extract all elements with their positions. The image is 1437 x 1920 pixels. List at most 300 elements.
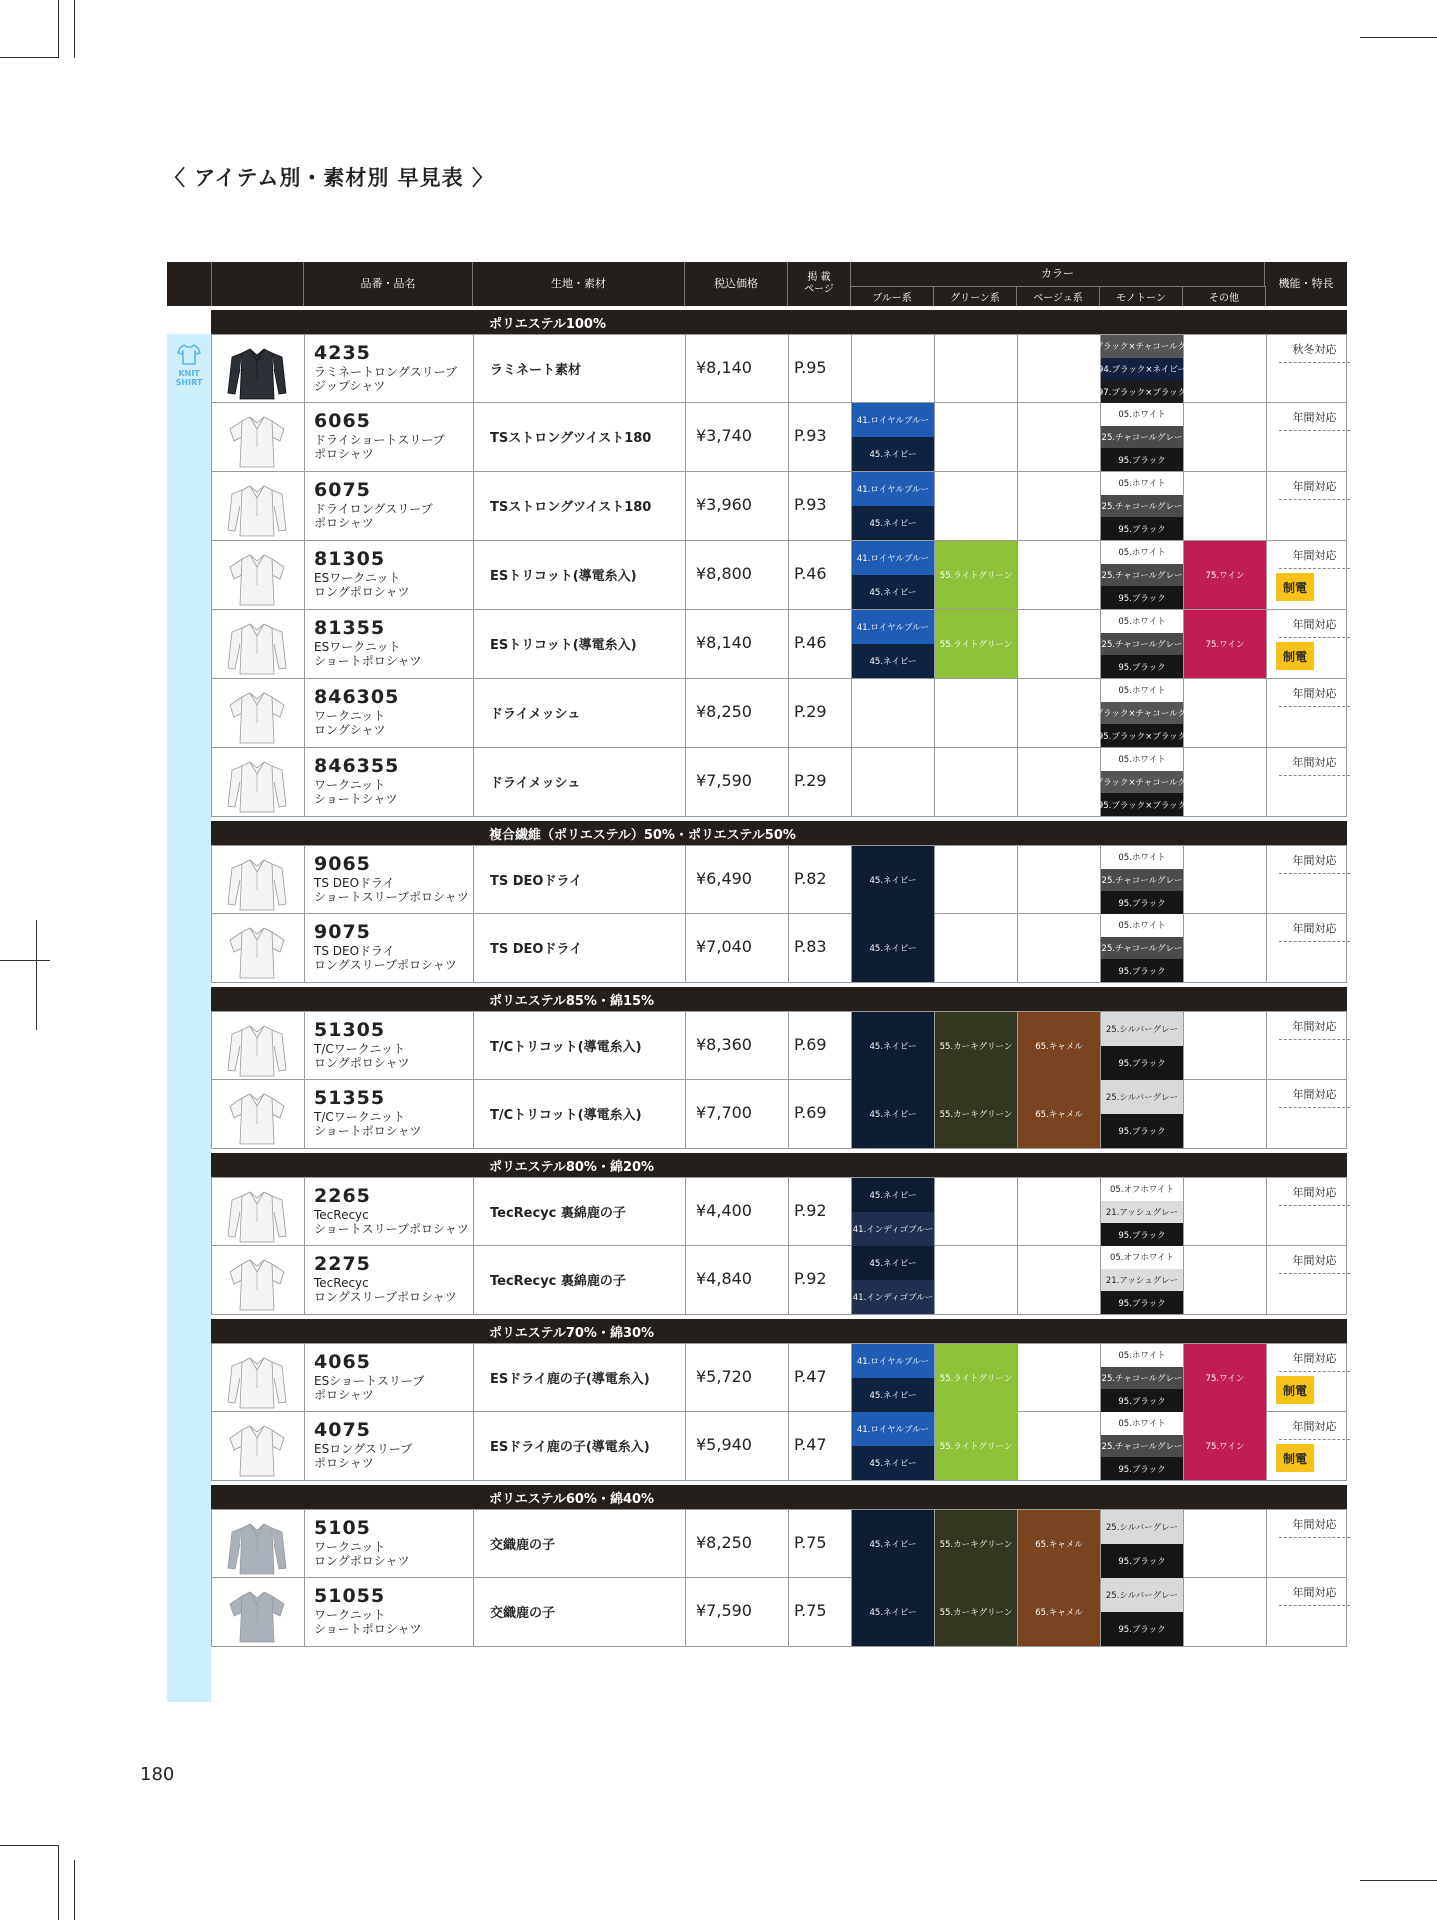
feature-cell xyxy=(1271,1086,1358,1108)
feature-label: 年間対応 xyxy=(1292,1518,1337,1531)
color-swatches-mono xyxy=(1101,403,1183,471)
feature-label: 年間対応 xyxy=(1292,1352,1337,1365)
color-swatch: 25.チャコールグレー xyxy=(1101,1435,1183,1458)
color-swatches-green xyxy=(935,1012,1017,1080)
product-name: ESロングスリーブ ポロシャツ xyxy=(314,1442,413,1470)
feature-cell xyxy=(1271,547,1358,569)
product-code: 9065 xyxy=(314,853,371,875)
color-swatch: 05.ホワイト xyxy=(1101,914,1183,937)
color-swatch: 55.ライトグリーン xyxy=(935,541,1017,609)
color-swatches-blue xyxy=(852,403,934,471)
product-row xyxy=(211,1080,1347,1149)
color-swatch: 45.ネイビー xyxy=(852,1446,934,1480)
feature-label: 年間対応 xyxy=(1292,618,1337,631)
color-swatch: 21.アッシュグレー xyxy=(1101,1269,1183,1292)
section-title: 複合繊維（ポリエステル）50%・ポリエステル50% xyxy=(489,827,796,843)
product-code: 2275 xyxy=(314,1253,371,1275)
shirt-thumbnail xyxy=(220,752,294,812)
shirt-thumbnail xyxy=(220,545,294,605)
shirt-thumbnail xyxy=(220,683,294,743)
color-swatch: 21.アッシュグレー xyxy=(1101,1201,1183,1224)
feature-cell xyxy=(1271,1184,1358,1206)
material: 交織鹿の子 xyxy=(490,1606,556,1621)
header-material: 生地・素材 xyxy=(473,262,685,306)
color-swatch: 75.ワイン xyxy=(1184,1344,1266,1412)
color-swatch: 75.ワイン xyxy=(1184,1412,1266,1480)
color-swatch: 25.シルバーグレー xyxy=(1101,1578,1183,1612)
feature-cell xyxy=(1271,1350,1358,1372)
product-name: TS DEOドライ ショートスリーブポロシャツ xyxy=(314,876,469,904)
feature-cell xyxy=(1271,852,1358,874)
material: TS DEOドライ xyxy=(490,874,583,889)
product-code: 51355 xyxy=(314,1087,386,1109)
color-swatches-other xyxy=(1184,1412,1266,1480)
catalog-page: P.69 xyxy=(794,1035,827,1054)
color-swatches-mono xyxy=(1101,541,1183,609)
crop-mark xyxy=(1360,37,1437,38)
antistatic-badge: 制電 xyxy=(1276,1376,1314,1404)
color-swatches-blue xyxy=(852,914,934,982)
color-swatch: 25.シルバーグレー xyxy=(1101,1510,1183,1544)
product-row xyxy=(211,748,1347,817)
table-body xyxy=(167,310,1347,1647)
color-swatch: 65.キャメル xyxy=(1018,1080,1100,1148)
color-swatch: 45.ネイビー xyxy=(852,575,934,609)
shirt-thumbnail xyxy=(220,476,294,536)
feature-cell xyxy=(1271,920,1358,942)
color-swatches-mono xyxy=(1101,1246,1183,1314)
product-code: 6075 xyxy=(314,479,371,501)
product-row xyxy=(211,1578,1347,1647)
header-feature: 機能・特長 xyxy=(1278,277,1334,291)
feature-label: 年間対応 xyxy=(1292,1186,1337,1199)
color-swatch: 45.ネイビー xyxy=(852,506,934,540)
color-swatches-other xyxy=(1184,1344,1266,1412)
header-name: 品番・品名 xyxy=(304,262,473,306)
material: TSストロングツイスト180 xyxy=(490,431,652,446)
color-swatches-blue xyxy=(852,1578,934,1646)
color-swatch: 45.ネイビー xyxy=(852,1378,934,1412)
shirt-thumbnail xyxy=(220,339,294,399)
product-row xyxy=(211,679,1347,748)
crop-mark xyxy=(36,920,37,1030)
feature-label: 年間対応 xyxy=(1292,922,1337,935)
catalog-page: P.69 xyxy=(794,1103,827,1122)
material: ドライメッシュ xyxy=(490,776,581,791)
color-group-header: その他 xyxy=(1183,286,1266,306)
material: ドライメッシュ xyxy=(490,707,581,722)
color-swatch: 05.ホワイト xyxy=(1101,679,1183,702)
catalog-page: P.92 xyxy=(794,1201,827,1220)
color-swatch: 45.ネイビー xyxy=(852,1246,934,1280)
shirt-thumbnail xyxy=(220,850,294,910)
color-swatch: 25.チャコールグレー xyxy=(1101,426,1183,449)
price: ¥5,940 xyxy=(696,1435,752,1454)
color-swatch: 95.ブラック xyxy=(1101,448,1183,471)
color-swatches-green xyxy=(935,1080,1017,1148)
product-name: ワークニット ショートシャツ xyxy=(314,778,398,806)
color-swatch: 92.ブラック×チャコールグレー xyxy=(1101,771,1183,794)
page-title: 〈 アイテム別・素材別 早見表 〉 xyxy=(164,166,494,190)
color-swatch: 45.ネイビー xyxy=(852,1510,934,1578)
color-swatch: 65.キャメル xyxy=(1018,1510,1100,1578)
product-row xyxy=(211,1509,1347,1578)
product-name: ラミネートロングスリーブ ジップシャツ xyxy=(314,365,458,393)
color-swatch: 25.シルバーグレー xyxy=(1101,1012,1183,1046)
shirt-thumbnail xyxy=(220,918,294,978)
price: ¥4,840 xyxy=(696,1269,752,1288)
catalog-page: P.47 xyxy=(794,1367,827,1386)
color-swatch: 55.ライトグリーン xyxy=(935,1344,1017,1412)
feature-label: 年間対応 xyxy=(1292,411,1337,424)
catalog-page: P.29 xyxy=(794,771,827,790)
color-swatch: 25.チャコールグレー xyxy=(1101,869,1183,892)
product-row xyxy=(211,845,1347,914)
color-swatch: 65.キャメル xyxy=(1018,1578,1100,1646)
color-swatches-blue xyxy=(852,1412,934,1480)
product-row xyxy=(211,403,1347,472)
catalog-page: P.83 xyxy=(794,937,827,956)
color-swatch: 41.インディゴブルー xyxy=(852,1280,934,1314)
feature-cell xyxy=(1271,616,1358,638)
color-swatches-blue xyxy=(852,610,934,678)
comparison-table xyxy=(167,262,1347,1647)
shirt-thumbnail xyxy=(220,1016,294,1076)
price: ¥7,700 xyxy=(696,1103,752,1122)
shirt-thumbnail xyxy=(220,1182,294,1242)
color-swatch: 05.ホワイト xyxy=(1101,1344,1183,1367)
product-row xyxy=(211,914,1347,983)
price: ¥8,800 xyxy=(696,564,752,583)
color-swatch: 75.ワイン xyxy=(1184,610,1266,678)
color-swatch: 25.チャコールグレー xyxy=(1101,1367,1183,1390)
category-sidebar xyxy=(167,334,211,1702)
feature-cell xyxy=(1271,1018,1358,1040)
color-swatches-mono xyxy=(1101,1080,1183,1148)
color-swatches-blue xyxy=(852,1178,934,1246)
color-swatches-mono xyxy=(1081,748,1203,816)
crop-mark xyxy=(0,57,58,58)
shirt-thumbnail xyxy=(220,1514,294,1574)
color-swatch: 92.ブラック×チャコールグレー xyxy=(1101,702,1183,725)
crop-mark xyxy=(0,1845,58,1846)
color-swatch: 45.ネイビー xyxy=(852,1178,934,1212)
feature-cell xyxy=(1271,1516,1358,1538)
shirt-thumbnail xyxy=(220,1250,294,1310)
price: ¥8,360 xyxy=(696,1035,752,1054)
color-swatch: 95.ブラック xyxy=(1101,891,1183,914)
color-swatches-mono xyxy=(1101,1510,1183,1578)
color-swatches-mono xyxy=(1101,914,1183,982)
price: ¥3,740 xyxy=(696,426,752,445)
feature-cell xyxy=(1271,754,1358,776)
product-row xyxy=(211,1011,1347,1080)
feature-cell xyxy=(1271,409,1358,431)
catalog-page: P.46 xyxy=(794,564,827,583)
color-group-header: ベージュ系 xyxy=(1017,286,1100,306)
color-swatches-mono xyxy=(1081,335,1203,403)
feature-label: 年間対応 xyxy=(1292,854,1337,867)
material: T/Cトリコット(導電糸入) xyxy=(490,1040,642,1055)
product-name: ワークニット ショートポロシャツ xyxy=(314,1608,422,1636)
catalog-page: P.92 xyxy=(794,1269,827,1288)
material-section-header xyxy=(211,1153,1347,1177)
color-swatch: 97.ブラック×ブラック xyxy=(1101,380,1183,403)
feature-label: 年間対応 xyxy=(1292,756,1337,769)
color-swatches-mono xyxy=(1101,846,1183,914)
color-swatches-blue xyxy=(852,472,934,540)
product-name: TS DEOドライ ロングスリーブポロシャツ xyxy=(314,944,457,972)
header-price: 税込価格 xyxy=(685,262,788,306)
color-swatch: 55.カーキグリーン xyxy=(935,1578,1017,1646)
color-swatch: 41.インディゴブルー xyxy=(852,1212,934,1246)
color-swatches-green xyxy=(935,541,1017,609)
color-swatch: 45.ネイビー xyxy=(852,914,934,982)
color-swatches-blue xyxy=(852,1012,934,1080)
color-swatches-mono xyxy=(1101,1178,1183,1246)
price: ¥8,250 xyxy=(696,702,752,721)
material: ESドライ鹿の子(導電糸入) xyxy=(490,1372,650,1387)
color-swatch: 55.ライトグリーン xyxy=(935,610,1017,678)
material: 交織鹿の子 xyxy=(490,1538,556,1553)
price: ¥7,040 xyxy=(696,937,752,956)
feature-cell xyxy=(1271,478,1358,500)
color-swatch: 95.ブラック xyxy=(1101,655,1183,678)
color-swatches-mono xyxy=(1101,1012,1183,1080)
price: ¥3,960 xyxy=(696,495,752,514)
product-name: ESワークニット ショートポロシャツ xyxy=(314,640,422,668)
color-swatch: 45.ネイビー xyxy=(852,437,934,471)
color-swatch: 95.ブラック xyxy=(1101,1612,1183,1646)
color-swatch: 41.ロイヤルブルー xyxy=(852,472,934,506)
color-swatch: 95.ブラック xyxy=(1101,959,1183,982)
color-swatches-mono xyxy=(1081,679,1203,747)
color-swatch: 05.ホワイト xyxy=(1101,541,1183,564)
color-swatch: 05.ホワイト xyxy=(1101,1412,1183,1435)
color-swatch: 95.ブラック×ブラック xyxy=(1101,724,1183,747)
product-code: 846355 xyxy=(314,755,400,777)
section-title: ポリエステル85%・綿15% xyxy=(489,993,655,1009)
catalog-page: P.93 xyxy=(794,426,827,445)
material-section-header xyxy=(211,1319,1347,1343)
product-code: 4065 xyxy=(314,1351,371,1373)
product-name: ワークニット ロングシャツ xyxy=(314,709,386,737)
catalog-page: P.46 xyxy=(794,633,827,652)
crop-mark xyxy=(74,0,75,58)
color-group-header: グリーン系 xyxy=(934,286,1017,306)
antistatic-badge: 制電 xyxy=(1276,1444,1314,1472)
color-swatch: 05.ホワイト xyxy=(1101,846,1183,869)
color-swatch: 41.ロイヤルブルー xyxy=(852,610,934,644)
price: ¥6,490 xyxy=(696,869,752,888)
material: TecRecyc 裏綿鹿の子 xyxy=(490,1206,626,1221)
product-row xyxy=(211,1177,1347,1246)
price: ¥4,400 xyxy=(696,1201,752,1220)
shirt-thumbnail xyxy=(220,1348,294,1408)
catalog-page: P.75 xyxy=(794,1533,827,1552)
table-header xyxy=(167,262,1347,306)
product-code: 2265 xyxy=(314,1185,371,1207)
product-code: 81305 xyxy=(314,548,386,570)
color-swatch: 25.シルバーグレー xyxy=(1101,1080,1183,1114)
section-title: ポリエステル70%・綿30% xyxy=(489,1325,655,1341)
color-swatch: 45.ネイビー xyxy=(852,846,934,914)
color-swatch: 25.チャコールグレー xyxy=(1101,495,1183,518)
shirt-thumbnail xyxy=(220,407,294,467)
color-group-header: ブルー系 xyxy=(851,286,934,306)
product-name: ワークニット ロングポロシャツ xyxy=(314,1540,410,1568)
material: ラミネート素材 xyxy=(490,363,582,378)
feature-label: 年間対応 xyxy=(1292,1088,1337,1101)
color-swatch: 41.ロイヤルブルー xyxy=(852,541,934,575)
feature-label: 年間対応 xyxy=(1292,549,1337,562)
color-swatch: 25.チャコールグレー xyxy=(1101,564,1183,587)
color-swatch: 05.ホワイト xyxy=(1101,403,1183,426)
feature-cell xyxy=(1271,1584,1358,1606)
color-swatch: 55.カーキグリーン xyxy=(935,1080,1017,1148)
color-swatches-beige xyxy=(1018,1510,1100,1578)
section-title: ポリエステル60%・綿40% xyxy=(489,1491,655,1507)
product-row xyxy=(211,541,1347,610)
color-swatches-mono xyxy=(1101,1344,1183,1412)
color-swatches-beige xyxy=(1018,1080,1100,1148)
product-name: ドライロングスリーブ ポロシャツ xyxy=(314,502,433,530)
color-swatches-green xyxy=(935,1412,1017,1480)
shirt-thumbnail xyxy=(220,1582,294,1642)
product-row xyxy=(211,334,1347,403)
material: TS DEOドライ xyxy=(490,942,583,957)
price: ¥7,590 xyxy=(696,771,752,790)
price: ¥7,590 xyxy=(696,1601,752,1620)
color-swatch: 55.ライトグリーン xyxy=(935,1412,1017,1480)
feature-cell xyxy=(1271,341,1358,363)
color-swatches-blue xyxy=(852,1510,934,1578)
product-row xyxy=(211,1343,1347,1412)
crop-mark xyxy=(58,1845,59,1920)
feature-cell xyxy=(1271,685,1358,707)
crop-mark xyxy=(1360,1880,1437,1881)
header-color: カラー xyxy=(851,262,1265,286)
color-swatch: 95.ブラック xyxy=(1101,1114,1183,1148)
color-swatch: 95.ブラック xyxy=(1101,1223,1183,1246)
color-swatch: 95.ブラック xyxy=(1101,1457,1183,1480)
feature-label: 年間対応 xyxy=(1292,687,1337,700)
color-swatch: 95.ブラック xyxy=(1101,1046,1183,1080)
product-name: ドライショートスリーブ ポロシャツ xyxy=(314,433,445,461)
catalog-page: P.29 xyxy=(794,702,827,721)
product-code: 51305 xyxy=(314,1019,386,1041)
price: ¥5,720 xyxy=(696,1367,752,1386)
color-swatch: 41.ロイヤルブルー xyxy=(852,1344,934,1378)
color-group-header: モノトーン xyxy=(1100,286,1183,306)
section-title: ポリエステル80%・綿20% xyxy=(489,1159,655,1175)
color-swatch: 95.ブラック×ブラック xyxy=(1101,793,1183,816)
catalog-page: P.93 xyxy=(794,495,827,514)
color-swatch: 05.オフホワイト xyxy=(1101,1246,1183,1269)
product-code: 4075 xyxy=(314,1419,371,1441)
feature-label: 年間対応 xyxy=(1292,1420,1337,1433)
color-swatch: 45.ネイビー xyxy=(852,644,934,678)
product-code: 4235 xyxy=(314,342,371,364)
material-section-header xyxy=(211,987,1347,1011)
color-swatch: 55.カーキグリーン xyxy=(935,1510,1017,1578)
product-row xyxy=(211,610,1347,679)
feature-label: 秋冬対応 xyxy=(1292,343,1337,356)
product-code: 846305 xyxy=(314,686,400,708)
color-swatch: 65.キャメル xyxy=(1018,1012,1100,1080)
crop-mark xyxy=(58,0,59,58)
material-section-header xyxy=(211,1485,1347,1509)
color-swatches-other xyxy=(1184,541,1266,609)
page-number: 180 xyxy=(140,1764,175,1785)
color-swatches-green xyxy=(935,1578,1017,1646)
color-swatch: 05.ホワイト xyxy=(1101,472,1183,495)
color-swatch: 05.オフホワイト xyxy=(1101,1178,1183,1201)
color-swatches-blue xyxy=(852,541,934,609)
shirt-thumbnail xyxy=(220,1084,294,1144)
color-swatches-blue xyxy=(852,846,934,914)
header-page: 掲 載 ページ xyxy=(788,262,851,306)
color-swatch: 95.ブラック xyxy=(1101,586,1183,609)
product-name: T/Cワークニット ショートポロシャツ xyxy=(314,1110,422,1138)
color-swatch: 41.ロイヤルブルー xyxy=(852,1412,934,1446)
product-name: TecRecyc ショートスリーブポロシャツ xyxy=(314,1208,469,1236)
product-code: 6065 xyxy=(314,410,371,432)
product-row xyxy=(211,1246,1347,1315)
feature-cell xyxy=(1271,1252,1358,1274)
material: TecRecyc 裏綿鹿の子 xyxy=(490,1274,626,1289)
price: ¥8,140 xyxy=(696,633,752,652)
color-swatch: 55.カーキグリーン xyxy=(935,1012,1017,1080)
product-code: 81355 xyxy=(314,617,386,639)
feature-label: 年間対応 xyxy=(1292,1586,1337,1599)
material: ESトリコット(導電糸入) xyxy=(490,638,637,653)
color-swatch: 45.ネイビー xyxy=(852,1578,934,1646)
color-swatches-blue xyxy=(852,1344,934,1412)
color-swatch: 25.チャコールグレー xyxy=(1101,633,1183,656)
color-swatch: 25.チャコールグレー xyxy=(1101,937,1183,960)
color-swatch: 95.ブラック xyxy=(1101,1389,1183,1412)
material: ESトリコット(導電糸入) xyxy=(490,569,637,584)
color-swatch: 05.ホワイト xyxy=(1101,748,1183,771)
color-swatches-mono xyxy=(1101,1578,1183,1646)
feature-label: 年間対応 xyxy=(1292,1254,1337,1267)
catalog-page: P.95 xyxy=(794,358,827,377)
color-swatch: 94.ブラック×ネイビー xyxy=(1101,358,1183,381)
product-row xyxy=(211,472,1347,541)
product-name: T/Cワークニット ロングポロシャツ xyxy=(314,1042,410,1070)
feature-cell xyxy=(1271,1418,1358,1440)
shirt-thumbnail xyxy=(220,614,294,674)
feature-label: 年間対応 xyxy=(1292,480,1337,493)
section-title: ポリエステル100% xyxy=(489,316,606,332)
crop-mark xyxy=(74,1860,75,1920)
product-name: ESワークニット ロングポロシャツ xyxy=(314,571,410,599)
color-swatches-green xyxy=(935,610,1017,678)
catalog-page: P.82 xyxy=(794,869,827,888)
crop-mark xyxy=(0,960,50,961)
color-swatches-blue xyxy=(852,1246,934,1314)
color-swatch: 45.ネイビー xyxy=(852,1080,934,1148)
color-swatch: 41.ロイヤルブルー xyxy=(852,403,934,437)
material: ESドライ鹿の子(導電糸入) xyxy=(490,1440,650,1455)
material: TSストロングツイスト180 xyxy=(490,500,652,515)
color-swatches-green xyxy=(935,1510,1017,1578)
antistatic-badge: 制電 xyxy=(1276,573,1314,601)
feature-label: 年間対応 xyxy=(1292,1020,1337,1033)
color-swatch: 95.ブラック xyxy=(1101,517,1183,540)
material-section-header xyxy=(211,310,1347,334)
